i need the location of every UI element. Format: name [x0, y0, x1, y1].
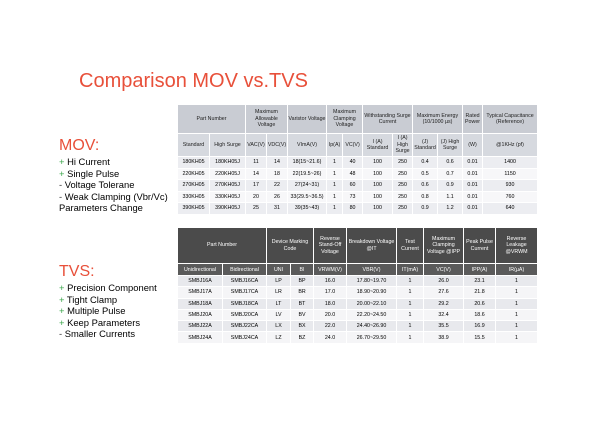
tvs-bullet-text: Smaller Currents	[64, 328, 136, 340]
mov-subheader-cell: VDC(V)	[267, 134, 288, 157]
tvs-bullet-sign: -	[59, 328, 63, 340]
tvs-header-cell: Part Number	[178, 228, 267, 264]
mov-bullet-list	[59, 156, 168, 214]
table-cell: 0.5	[413, 168, 438, 180]
table-cell: 0.6	[438, 157, 463, 169]
table-cell: 23.1	[464, 276, 496, 287]
table-cell: 0.01	[463, 191, 483, 203]
table-cell: 180KH05	[178, 157, 210, 169]
mov-subheader-cell: VAC(V)	[246, 134, 267, 157]
table-cell: 330KH05	[178, 191, 210, 203]
tvs-subheader-cell: VC(V)	[424, 264, 464, 276]
table-cell: 27(24~31)	[288, 180, 327, 192]
tvs-header-cell: Maximum Clamping Voltage @IPP	[424, 228, 464, 264]
table-cell: 20.00~22.10	[347, 298, 397, 309]
tvs-bullet-sign: +	[59, 282, 65, 293]
table-cell: 18.90~20.90	[347, 287, 397, 298]
table-cell: 1	[397, 309, 424, 320]
tvs-subheader-cell: VRWM(V)	[314, 264, 347, 276]
tvs-bullet-item	[59, 317, 157, 329]
table-cell: 930	[483, 180, 538, 192]
table-cell: 0.01	[463, 157, 483, 169]
mov-header-cell: Typical Capacitance (Reference)	[483, 105, 538, 134]
tvs-header-cell: Device Marking Code	[267, 228, 314, 264]
mov-bullet-sign: -	[59, 190, 63, 202]
table-cell: 1	[496, 321, 538, 332]
table-cell: 20.0	[314, 309, 347, 320]
table-cell: SMBJ18A	[178, 298, 223, 309]
table-cell: SMBJ16A	[178, 276, 223, 287]
table-cell: 18.0	[314, 298, 347, 309]
mov-header-cell: Withstanding Surge Current	[363, 105, 413, 134]
table-cell: BV	[291, 309, 314, 320]
table-cell: 1	[496, 287, 538, 298]
mov-subheader-cell: (J) High Surge	[438, 134, 463, 157]
table-cell: 16.0	[314, 276, 347, 287]
mov-header-cell: Varistor Voltage	[288, 105, 327, 134]
table-cell: 26.0	[424, 276, 464, 287]
table-cell: SMBJ24CA	[223, 332, 267, 343]
table-row	[178, 287, 538, 298]
table-cell: LP	[267, 276, 291, 287]
table-cell: 220KH05J	[210, 168, 246, 180]
table-cell: 24.40~26.90	[347, 321, 397, 332]
mov-header-cell: Maximum Energy (10/1000 µs)	[413, 105, 463, 134]
mov-subheader-cell: @1KHz (pf)	[483, 134, 538, 157]
table-row	[178, 309, 538, 320]
tvs-subheader-cell: IPP(A)	[464, 264, 496, 276]
table-cell: 80	[343, 203, 363, 215]
table-cell: 25	[246, 203, 267, 215]
table-cell: 18	[267, 168, 288, 180]
table-cell: 18(15~21.6)	[288, 157, 327, 169]
table-cell: SMBJ22CA	[223, 321, 267, 332]
table-cell: 24.0	[314, 332, 347, 343]
mov-bullet-sign: +	[59, 167, 65, 179]
table-cell: 250	[393, 191, 413, 203]
table-cell: 760	[483, 191, 538, 203]
table-cell: SMBJ22A	[178, 321, 223, 332]
tvs-subheader-cell: IT(mA)	[397, 264, 424, 276]
table-cell: 33(29.5~36.5)	[288, 191, 327, 203]
tvs-bullet-item	[59, 328, 157, 340]
table-cell: 14	[246, 168, 267, 180]
mov-heading: MOV:	[59, 137, 100, 154]
table-cell: BT	[291, 298, 314, 309]
table-cell: LT	[267, 298, 291, 309]
table-cell: SMBJ24A	[178, 332, 223, 343]
table-cell: 250	[393, 180, 413, 192]
tvs-bullet-sign: +	[59, 316, 65, 328]
table-cell: 220KH05	[178, 168, 210, 180]
mov-bullet-item	[59, 202, 168, 214]
tvs-subheader-cell: UNI	[267, 264, 291, 276]
table-row	[178, 203, 538, 215]
tvs-header-cell: Reverse Leakage @VRWM	[496, 228, 538, 264]
table-row	[178, 276, 538, 287]
table-cell: 0.01	[463, 203, 483, 215]
table-cell: 330KH05J	[210, 191, 246, 203]
mov-subheader-cell: VC(V)	[343, 134, 363, 157]
table-cell: 250	[393, 203, 413, 215]
table-cell: 180KH05J	[210, 157, 246, 169]
mov-subheader-cell: Standard	[178, 134, 210, 157]
mov-subheader-cell: (J) Standard	[413, 134, 438, 157]
table-row	[178, 157, 538, 169]
table-cell: 1	[327, 157, 343, 169]
table-cell: 0.7	[438, 168, 463, 180]
mov-bullet-text: Voltage Tolerane	[64, 179, 135, 191]
table-cell: 22.20~24.50	[347, 309, 397, 320]
tvs-bullet-item	[59, 305, 157, 317]
tvs-bullet-item	[59, 282, 157, 294]
mov-bullet-text: Weak Clamping (Vbr/Vc)	[64, 190, 168, 202]
table-cell: 18.6	[464, 309, 496, 320]
table-cell: BP	[291, 276, 314, 287]
table-cell: 250	[393, 168, 413, 180]
table-cell: 1.2	[438, 203, 463, 215]
table-cell: 0.01	[463, 168, 483, 180]
table-cell: 11	[246, 157, 267, 169]
mov-bullet-item	[59, 168, 168, 180]
table-row	[178, 180, 538, 192]
table-cell: 31	[267, 203, 288, 215]
tvs-bullet-sign: +	[59, 305, 65, 317]
table-cell: 20	[246, 191, 267, 203]
tvs-bullet-text: Multiple Pulse	[67, 305, 126, 317]
mov-bullet-item	[59, 156, 168, 168]
table-cell: 20.6	[464, 298, 496, 309]
slide-title: Comparison MOV vs.TVS	[79, 70, 308, 92]
table-cell: 100	[363, 191, 393, 203]
mov-subheader-cell: High Surge	[210, 134, 246, 157]
tvs-subheader-cell: VBR(V)	[347, 264, 397, 276]
table-cell: 22.0	[314, 321, 347, 332]
tvs-subheader-cell: IR(µA)	[496, 264, 538, 276]
mov-bullet-item	[59, 179, 168, 191]
table-cell: SMBJ17A	[178, 287, 223, 298]
table-cell: 14	[267, 157, 288, 169]
tvs-heading: TVS:	[59, 263, 95, 280]
mov-subheader-cell: I (A) High Surge	[393, 134, 413, 157]
table-cell: 35.5	[424, 321, 464, 332]
table-cell: 0.9	[438, 180, 463, 192]
mov-bullet-text: Parameters Change	[59, 202, 143, 214]
table-cell: 1	[397, 321, 424, 332]
table-row	[178, 321, 538, 332]
table-cell: 1	[496, 276, 538, 287]
tvs-subheader-cell: Bidirectional	[223, 264, 267, 276]
tvs-header-cell: Peak Pulse Current	[464, 228, 496, 264]
tvs-header-cell: Reverse Stand-Off Voltage	[314, 228, 347, 264]
table-cell: 1	[496, 332, 538, 343]
table-cell: 1	[397, 287, 424, 298]
table-cell: 17.0	[314, 287, 347, 298]
table-cell: 1400	[483, 157, 538, 169]
mov-bullet-text: Single Pulse	[67, 167, 120, 179]
table-row	[178, 191, 538, 203]
table-cell: SMBJ20A	[178, 309, 223, 320]
tvs-bullet-sign: +	[59, 293, 65, 305]
table-cell: LZ	[267, 332, 291, 343]
table-cell: 0.01	[463, 180, 483, 192]
table-cell: 27.6	[424, 287, 464, 298]
table-cell: 640	[483, 203, 538, 215]
table-cell: 100	[363, 203, 393, 215]
table-row	[178, 332, 538, 343]
table-cell: 15.5	[464, 332, 496, 343]
table-cell: 390KH05J	[210, 203, 246, 215]
table-cell: 0.4	[413, 157, 438, 169]
tvs-bullet-list	[59, 282, 157, 340]
mov-bullet-text: Hi Current	[67, 156, 110, 167]
table-row	[178, 168, 538, 180]
table-cell: 22(19.5~26)	[288, 168, 327, 180]
table-cell: 0.8	[413, 191, 438, 203]
table-cell: 1	[496, 298, 538, 309]
mov-header-cell: Part Number	[178, 105, 246, 134]
table-cell: 1	[327, 203, 343, 215]
tvs-spec-table	[177, 227, 538, 344]
table-cell: 32.4	[424, 309, 464, 320]
table-cell: LR	[267, 287, 291, 298]
mov-subheader-cell: VImA(V)	[288, 134, 327, 157]
table-cell: 1	[327, 180, 343, 192]
mov-spec-table	[177, 104, 538, 215]
table-cell: 1150	[483, 168, 538, 180]
table-cell: 250	[393, 157, 413, 169]
table-cell: 1	[327, 168, 343, 180]
table-cell: SMBJ17CA	[223, 287, 267, 298]
mov-header-cell: Rated Power	[463, 105, 483, 134]
mov-bullet-sign: +	[59, 156, 65, 167]
tvs-subheader-cell: BI	[291, 264, 314, 276]
tvs-subheader-cell: Unidirectional	[178, 264, 223, 276]
tvs-header-cell: Test Current	[397, 228, 424, 264]
table-cell: 270KH05	[178, 180, 210, 192]
mov-header-cell: Maximum Allowable Voltage	[246, 105, 288, 134]
table-cell: SMBJ16CA	[223, 276, 267, 287]
table-cell: BX	[291, 321, 314, 332]
mov-header-cell: Maximum Clamping Voltage	[327, 105, 363, 134]
tvs-bullet-text: Tight Clamp	[66, 293, 118, 305]
table-cell: 73	[343, 191, 363, 203]
table-cell: 100	[363, 180, 393, 192]
table-cell: 38.9	[424, 332, 464, 343]
table-cell: 1	[327, 191, 343, 203]
table-cell: 21.8	[464, 287, 496, 298]
table-cell: 22	[267, 180, 288, 192]
table-cell: 390KH05	[178, 203, 210, 215]
table-cell: 1	[397, 298, 424, 309]
table-cell: SMBJ20CA	[223, 309, 267, 320]
table-cell: LV	[267, 309, 291, 320]
table-cell: 26	[267, 191, 288, 203]
table-cell: 270KH05J	[210, 180, 246, 192]
table-cell: 0.6	[413, 180, 438, 192]
table-cell: 39(35~43)	[288, 203, 327, 215]
table-cell: 1	[397, 276, 424, 287]
table-cell: 1	[397, 332, 424, 343]
table-cell: 16.9	[464, 321, 496, 332]
table-cell: 26.70~29.50	[347, 332, 397, 343]
table-cell: SMBJ18CA	[223, 298, 267, 309]
mov-subheader-cell: (W)	[463, 134, 483, 157]
tvs-bullet-text: Keep Parameters	[67, 316, 141, 328]
table-cell: 100	[363, 168, 393, 180]
table-cell: BR	[291, 287, 314, 298]
tvs-bullet-item	[59, 294, 157, 306]
table-cell: 0.9	[413, 203, 438, 215]
mov-bullet-sign: -	[59, 179, 63, 191]
table-cell: 1.1	[438, 191, 463, 203]
mov-subheader-cell: Ip(A)	[327, 134, 343, 157]
table-cell: LX	[267, 321, 291, 332]
table-cell: 40	[343, 157, 363, 169]
table-cell: 17.80~19.70	[347, 276, 397, 287]
table-cell: 100	[363, 157, 393, 169]
tvs-header-cell: Breakdown Voltage @IT	[347, 228, 397, 264]
table-cell: 60	[343, 180, 363, 192]
tvs-bullet-text: Precision Component	[67, 282, 157, 293]
mov-bullet-item	[59, 191, 168, 203]
table-cell: 1	[496, 309, 538, 320]
table-cell: 17	[246, 180, 267, 192]
table-cell: BZ	[291, 332, 314, 343]
table-cell: 48	[343, 168, 363, 180]
mov-subheader-cell: I (A) Standard	[363, 134, 393, 157]
table-row	[178, 298, 538, 309]
table-cell: 29.2	[424, 298, 464, 309]
